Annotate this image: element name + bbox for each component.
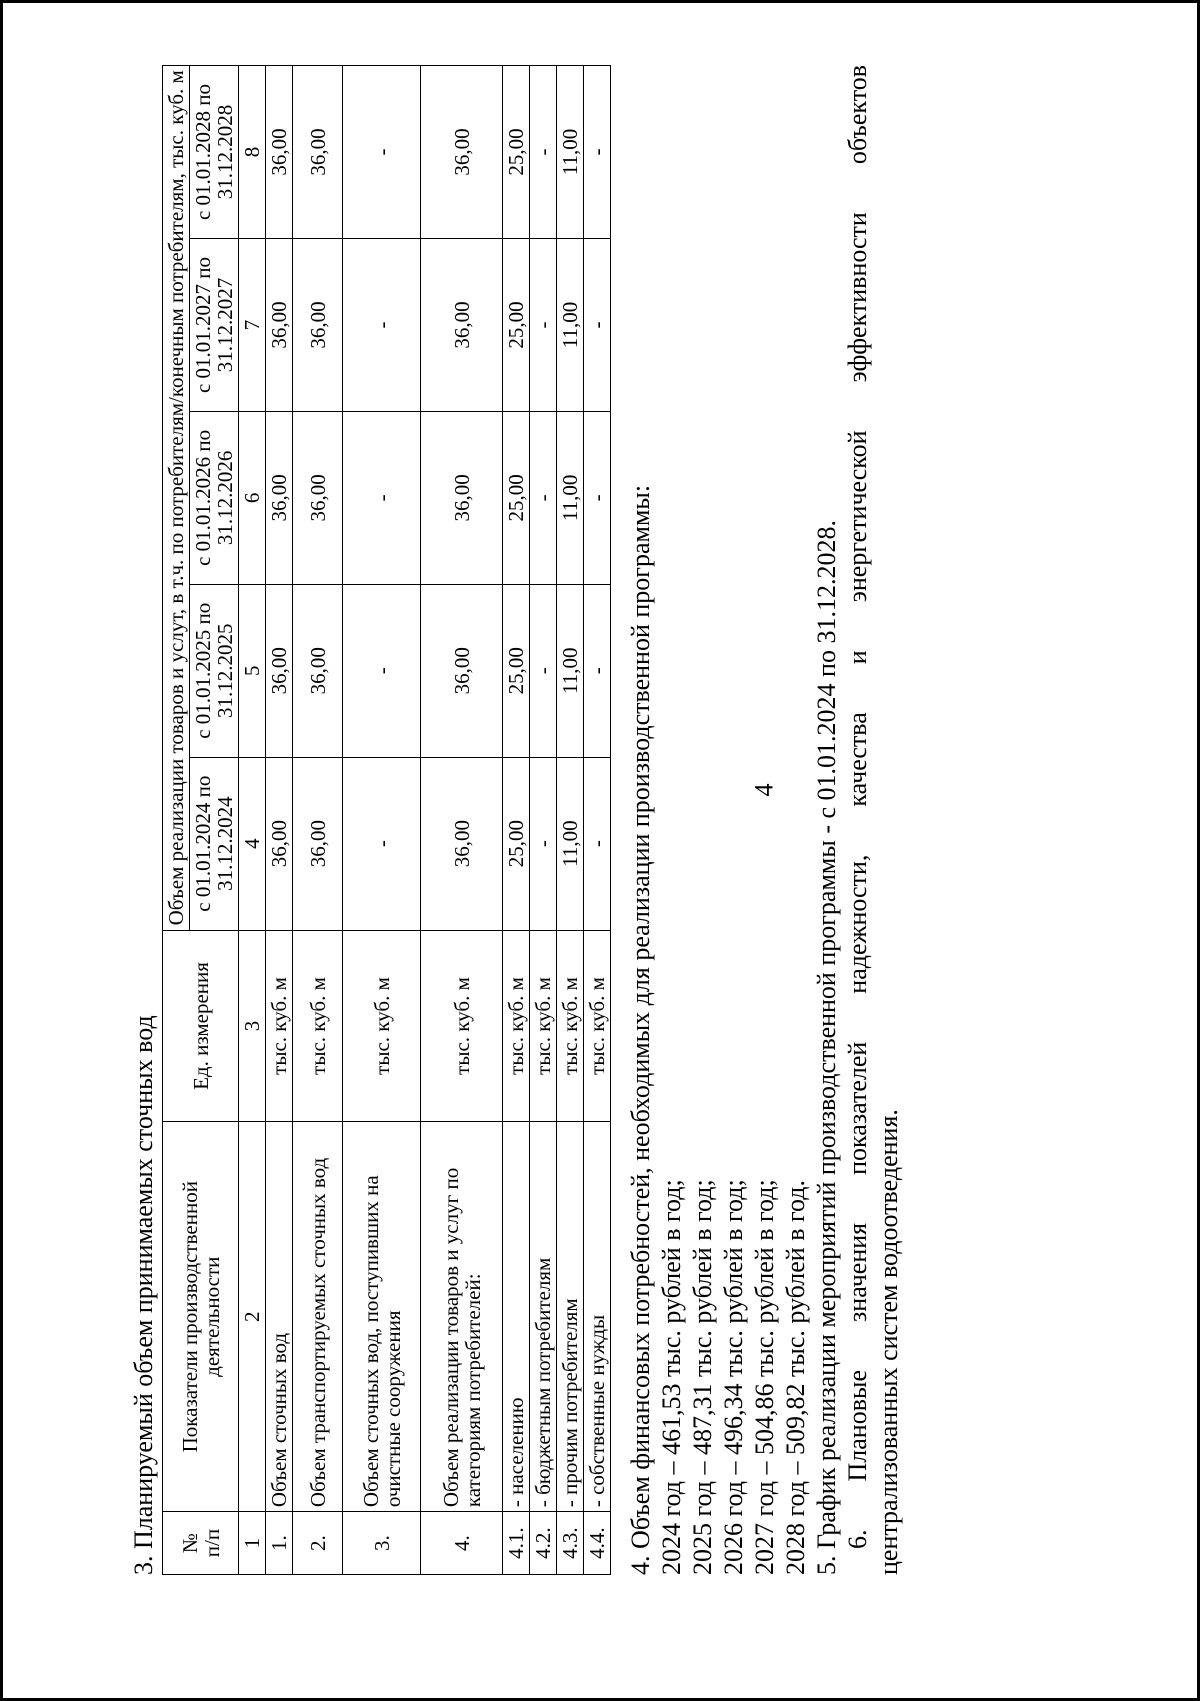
row-value: 36,00 [293,757,343,930]
row-value: 36,00 [293,411,343,584]
row-value: 11,00 [557,757,584,930]
section-6-line-1: 6. Плановые значения показателей надежности, качества и энергетической эффективности объектов [843,65,872,1549]
header-indicator: Показатели производственной деятельности [163,1122,239,1512]
section-6-line-2: централизованных систем водоотведения. [874,1109,903,1575]
table-row [530,66,557,1575]
column-number: 1 [239,1512,266,1575]
row-name: Объем сточных вод [266,1122,293,1512]
row-unit: тыс. куб. м [584,930,611,1122]
row-value: - [530,66,557,239]
row-value: - [343,239,421,412]
header-unit: Ед. измерения [163,930,239,1122]
row-value: - [530,584,557,757]
header-period-2025: с 01.01.2025 по 31.12.2025 [190,584,239,757]
row-value: 11,00 [557,584,584,757]
row-value: 36,00 [293,239,343,412]
financing-line: 2025 год – 487,31 тыс. рублей в год; [688,1179,717,1575]
table-row [343,66,421,1575]
row-value: 36,00 [266,239,293,412]
wastewater-volume-table [162,65,611,1575]
row-unit: тыс. куб. м [557,930,584,1122]
header-period-2027: с 01.01.2027 по 31.12.2027 [190,239,239,412]
page-number: 4 [749,783,779,797]
row-value: 25,00 [503,584,530,757]
row-name: - прочим потребителям [557,1122,584,1512]
row-value: 25,00 [503,239,530,412]
row-value: - [530,239,557,412]
row-value: - [584,411,611,584]
row-unit: тыс. куб. м [266,930,293,1122]
row-num: 4. [421,1512,503,1575]
row-num: 2. [293,1512,343,1575]
row-value: 36,00 [293,584,343,757]
row-value: - [343,66,421,239]
row-name: - бюджетным потребителям [530,1122,557,1512]
header-period-2024: с 01.01.2024 по 31.12.2024 [190,757,239,930]
row-value: - [584,239,611,412]
table-body [266,66,611,1575]
row-num: 4.4. [584,1512,611,1575]
header-period-2028: с 01.01.2028 по 31.12.2028 [190,66,239,239]
row-name: Объем сточных вод, поступивших на очистные сооружения [343,1122,421,1512]
financing-line: 2027 год – 504,86 тыс. рублей в год; [750,1179,779,1575]
row-value: 36,00 [266,411,293,584]
column-number: 7 [239,239,266,412]
row-value: 25,00 [503,66,530,239]
financing-line: 2028 год – 509,82 тыс. рублей в год. [781,1180,810,1575]
row-value: 36,00 [266,757,293,930]
row-value: - [530,757,557,930]
section-5-text: 5. График реализации мероприятий производственной программы - с 01.01.2024 по 31.12.2028. [812,520,841,1575]
row-unit: тыс. куб. м [343,930,421,1122]
row-name: Объем транспортируемых сточных вод [293,1122,343,1512]
row-value: 36,00 [266,66,293,239]
row-name: Объем реализации товаров и услуг по категориям потребителей: [421,1122,503,1512]
column-number: 3 [239,930,266,1122]
row-value: 36,00 [421,66,503,239]
row-unit: тыс. куб. м [421,930,503,1122]
header-num: № п/п [163,1512,239,1575]
row-num: 4.2. [530,1512,557,1575]
column-number: 4 [239,757,266,930]
row-value: 36,00 [421,239,503,412]
financing-line: 2024 год – 461,53 тыс. рублей в год; [657,1179,686,1575]
row-value: 36,00 [421,411,503,584]
row-value: 11,00 [557,66,584,239]
table-row [266,66,293,1575]
row-value: - [343,411,421,584]
row-num: 4.1. [503,1512,530,1575]
row-value: 11,00 [557,411,584,584]
column-number: 5 [239,584,266,757]
row-value: 11,00 [557,239,584,412]
table-row [503,66,530,1575]
table-row [584,66,611,1575]
row-value: - [584,66,611,239]
row-unit: тыс. куб. м [293,930,343,1122]
row-name: - собственные нужды [584,1122,611,1512]
financing-line: 2026 год – 496,34 тыс. рублей в год; [719,1179,748,1575]
table-row [293,66,343,1575]
table-row [557,66,584,1575]
section-4-title: 4. Объем финансовых потребностей, необходимых для реализации производственной программы: [626,484,655,1575]
row-value: 36,00 [293,66,343,239]
row-value: 36,00 [266,584,293,757]
row-value: - [530,411,557,584]
rotated-content [130,65,1010,1575]
row-value: 36,00 [421,584,503,757]
row-num: 3. [343,1512,421,1575]
row-value: - [343,584,421,757]
row-unit: тыс. куб. м [503,930,530,1122]
column-number: 6 [239,411,266,584]
row-value: - [343,757,421,930]
header-volume-group: Объем реализации товаров и услут, в т.ч. по потребителям/конечным потребителям, тыс. куб. м [163,66,190,931]
row-value: - [584,584,611,757]
section-3-title: 3. Планируемый объем принимаемых сточных вод [129,1015,158,1575]
text-sections [625,65,904,1575]
row-unit: тыс. куб. м [530,930,557,1122]
column-number: 8 [239,66,266,239]
row-value: - [584,757,611,930]
row-value: 25,00 [503,411,530,584]
row-num: 1. [266,1512,293,1575]
table-row [421,66,503,1575]
header-period-2026: с 01.01.2026 по 31.12.2026 [190,411,239,584]
column-number: 2 [239,1122,266,1512]
row-num: 4.3. [557,1512,584,1575]
row-value: 25,00 [503,757,530,930]
row-value: 36,00 [421,757,503,930]
row-name: - населению [503,1122,530,1512]
